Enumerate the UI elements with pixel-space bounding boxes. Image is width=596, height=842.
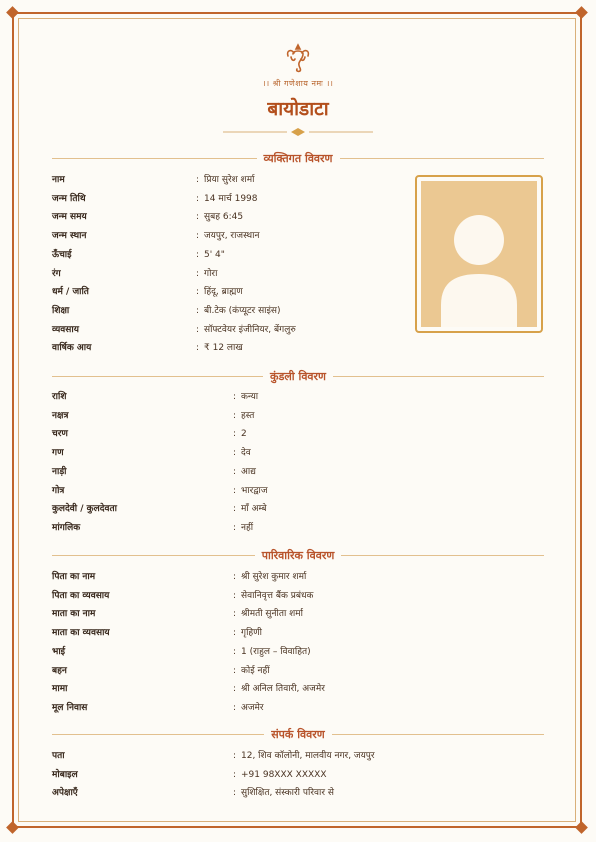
inner-border	[18, 18, 576, 822]
section-heading-family: पारिवारिक विवरण	[52, 547, 544, 563]
section-heading-contact: संपर्क विवरण	[52, 726, 544, 742]
shloka-text: ।। श्री गणेशाय नमः ।।	[262, 79, 334, 88]
diamond-divider-icon	[223, 127, 373, 137]
photo-placeholder	[421, 181, 537, 327]
ganesha-icon	[283, 42, 313, 74]
photo-frame	[415, 175, 543, 333]
section-heading-personal: व्यक्तिगत विवरण	[52, 150, 544, 166]
person-silhouette-icon	[421, 181, 537, 327]
header	[0, 42, 596, 137]
page-title: बायोडाटा	[267, 98, 329, 120]
section-heading-kundali: कुंडली विवरण	[52, 368, 544, 384]
